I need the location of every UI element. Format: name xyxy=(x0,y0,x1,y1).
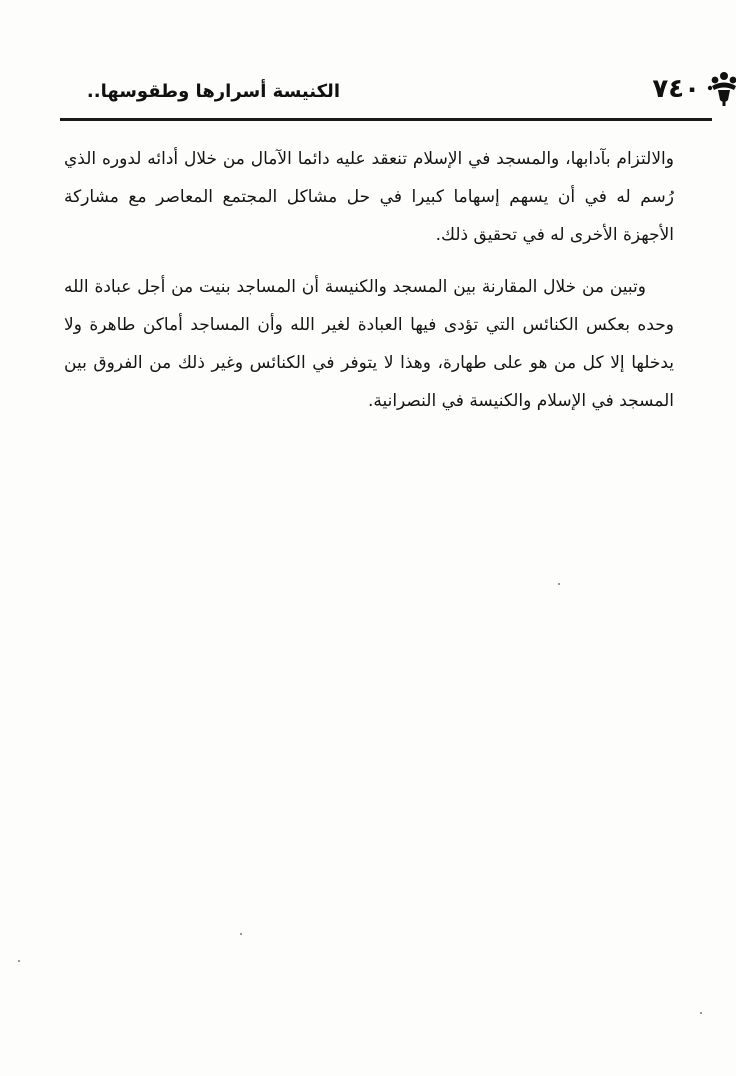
scan-speck xyxy=(558,583,560,585)
paragraph: وتبين من خلال المقارنة بين المسجد والكنيسة أن المساجد بنيت من أجل عبادة الله وحده بعكس الكنائس التي تؤدى فيها العبادة لغير الله وأن المساجد أماكن طاهرة ولا يدخلها إلا كل من هو على طهارة، وهذا لا يتوفر في الكنائس وغير ذلك من الفروق بين المسجد في الإسلام والكنيسة في النصرانية. xyxy=(64,277,674,411)
scan-speck xyxy=(240,933,242,935)
floral-ornament-icon xyxy=(704,70,736,108)
header-rule xyxy=(60,118,712,121)
paragraph: والالتزام بآدابها، والمسجد في الإسلام تنعقد عليه دائما الآمال من خلال أدائه لدوره الذي رُسم له في أن يسهم إسهاما كبيرا في حل مشاكل المجتمع المعاصر مع مشاركة الأجهزة الأخرى له في تحقيق ذلك. xyxy=(64,149,674,245)
scan-speck xyxy=(18,960,20,962)
page-number: ٧٤٠ xyxy=(652,74,700,104)
body-text xyxy=(64,140,674,434)
page-header xyxy=(60,70,712,122)
scan-speck xyxy=(700,1012,702,1014)
running-title: الكنيسة أسرارها وطقوسها.. xyxy=(86,81,340,102)
